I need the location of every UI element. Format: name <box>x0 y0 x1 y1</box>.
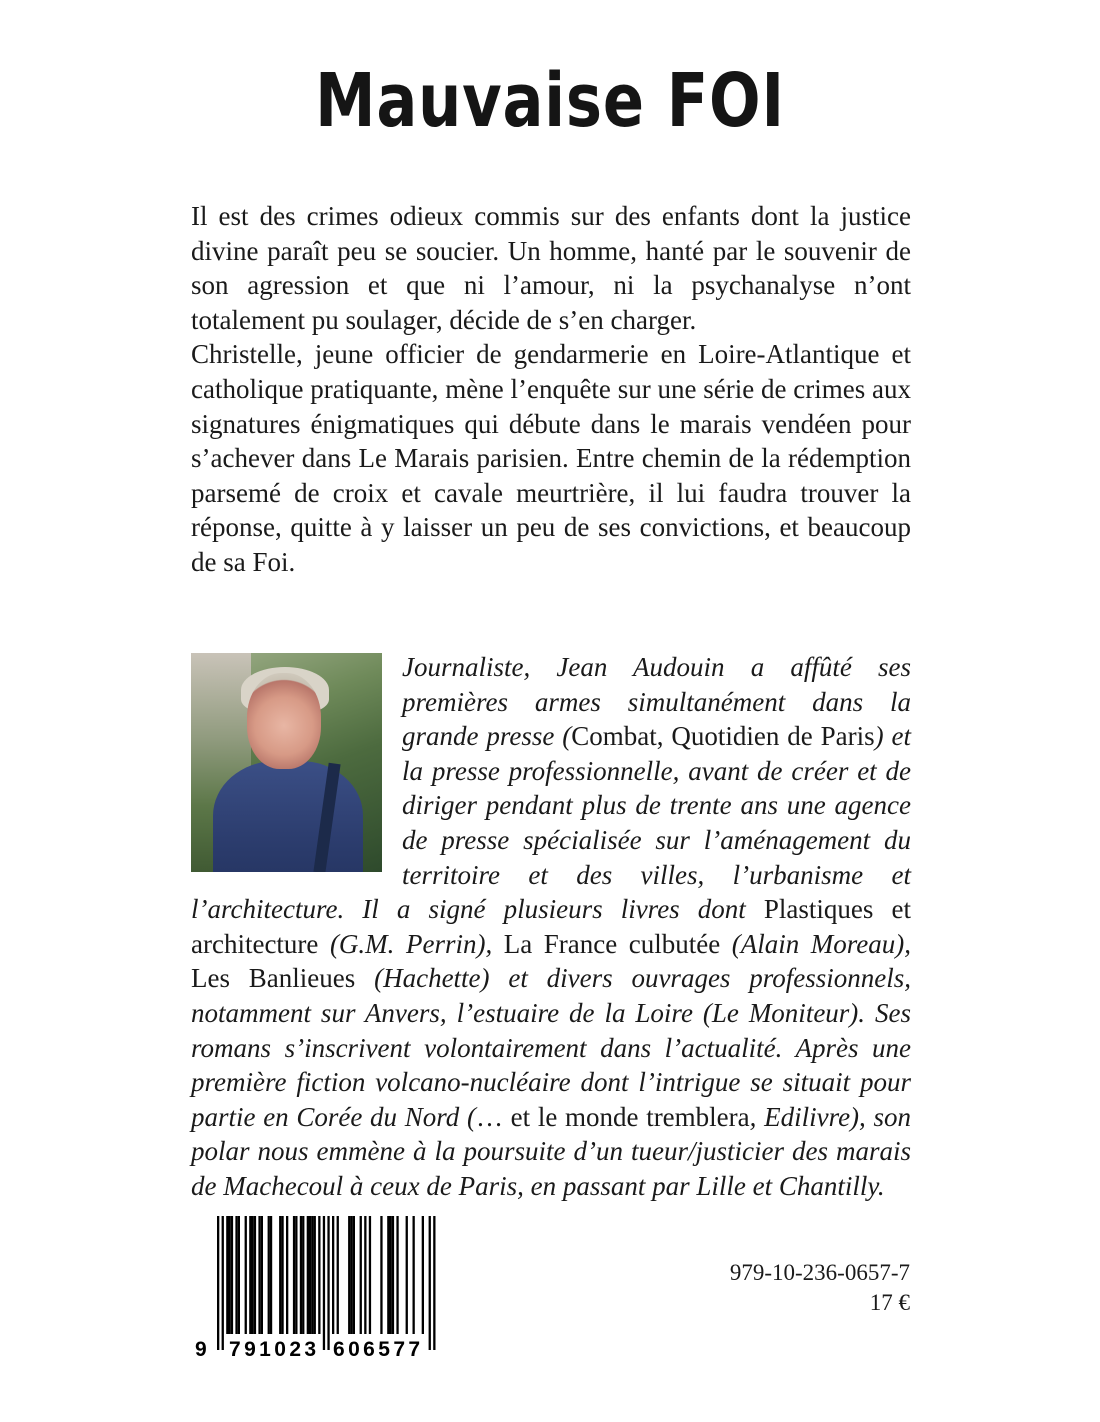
bio-text: (Hachette) et divers ouvrages professionnels, notamment sur Anvers, l’estuaire de la Loire (Le Moniteur). Ses romans s’inscrivent volontairement dans l’actualité. Après une première fiction volcano-nucléaire dont l’intrigue se situait pour partie en Corée du Nord ( <box>191 963 911 1132</box>
isbn-number: 979-10-236-0657-7 <box>729 1260 910 1285</box>
bio-text: (Alain Moreau), <box>720 928 912 959</box>
barcode-bar <box>413 1216 415 1334</box>
barcode-bar <box>258 1216 260 1334</box>
barcode-bar <box>238 1216 240 1334</box>
barcode-bar <box>252 1216 254 1334</box>
barcode-bar <box>295 1216 297 1334</box>
barcode-bar <box>387 1216 389 1334</box>
barcode-bar <box>337 1216 339 1334</box>
barcode-bar <box>309 1216 311 1334</box>
barcode-bar <box>300 1216 302 1334</box>
barcode-bar <box>226 1216 228 1334</box>
isbn-price-block <box>640 1258 910 1318</box>
barcode-left-group: 791023 <box>229 1338 320 1361</box>
barcode-bar <box>286 1216 288 1334</box>
barcode-bar <box>293 1216 295 1334</box>
barcode-bar <box>369 1216 371 1334</box>
bio-text: (G.M. Perrin), <box>318 928 504 959</box>
barcode-bar <box>392 1216 394 1334</box>
barcode-bar <box>270 1216 272 1334</box>
bio-text: Journaliste, Jean Audouin a affûté ses premières armes simultanément dans la grande presse ( <box>402 652 911 752</box>
synopsis <box>191 199 911 580</box>
barcode-bar <box>350 1216 352 1334</box>
barcode-right-group: 606577 <box>333 1338 424 1361</box>
barcode-bar <box>348 1216 350 1334</box>
barcode-bar <box>318 1216 320 1334</box>
barcode-bar <box>406 1216 408 1334</box>
barcode-bar <box>254 1216 256 1334</box>
author-section <box>191 650 911 1204</box>
barcode-bar <box>245 1216 247 1334</box>
barcode-bar <box>353 1216 355 1334</box>
barcode-bar <box>222 1216 224 1350</box>
barcode-bar <box>261 1216 263 1334</box>
barcode-bar <box>364 1216 366 1334</box>
bio-book-title: Plastiques et architecture <box>191 894 911 959</box>
barcode-bar <box>281 1216 283 1334</box>
barcode-bar <box>332 1216 334 1334</box>
barcode <box>193 1214 451 1361</box>
bio-text: , Edilivre), son polar nous emmène à la poursuite d’un tueur/justicier des marais de Machecoul à ceux de Paris, en passant par Lille et Chantilly. <box>191 1101 912 1201</box>
barcode-bar <box>229 1216 231 1334</box>
synopsis-paragraph-2: Christelle, jeune officier de gendarmerie en Loire-Atlantique et catholique pratiquante, mène l’enquête sur une série de crimes aux signatures énigmatiques qui débute dans le marais vendéen pour s’achever dans Le Marais parisien. Entre chemin de la rédemption parsemé de croix et cavale meurtrière, il lui faudra trouver la réponse, quitte à y laisser un peu de ses convictions, et beaucoup de sa Foi. <box>191 339 911 577</box>
barcode-bar <box>307 1216 309 1334</box>
bio-text: ) et la presse professionnelle, avant de créer et de diriger pendant plus de trente ans une agence de presse spécialisée sur l’aménagement du territoire et des villes, l’urbanisme et l’architecture. Il a signé plusieurs livres dont <box>191 721 911 925</box>
barcode-bar <box>390 1216 392 1334</box>
barcode-bar <box>433 1216 435 1350</box>
barcode-bar <box>314 1216 316 1334</box>
book-title: Mauvaise FOI <box>315 58 785 144</box>
synopsis-paragraph-1: Il est des crimes odieux commis sur des enfants dont la justice divine paraît peu se soucier. Un homme, hanté par le souvenir de son agression et que ni l’amour, ni la psychanalyse n’ont totalement pu soulager, décide de s’en charger. <box>191 201 911 335</box>
barcode-bar <box>249 1216 251 1334</box>
barcode-bar <box>268 1216 270 1334</box>
bio-publication: Combat, Quotidien de Paris <box>571 721 875 752</box>
barcode-bar <box>360 1216 362 1334</box>
author-photo <box>191 653 382 872</box>
barcode-bar <box>422 1216 424 1334</box>
barcode-bar <box>429 1216 431 1350</box>
barcode-bar <box>396 1216 398 1334</box>
barcode-bar <box>231 1216 233 1334</box>
barcode-first-digit: 9 <box>195 1338 207 1361</box>
bio-book-title: La France culbutée <box>503 928 721 959</box>
barcode-bar <box>311 1216 313 1334</box>
barcode-bar <box>323 1216 325 1350</box>
barcode-bar <box>302 1216 304 1334</box>
bio-book-title: … et le monde tremblera <box>475 1101 750 1132</box>
barcode-bar <box>279 1216 281 1334</box>
bio-book-title: Les Banlieues <box>191 963 356 994</box>
barcode-bar <box>380 1216 382 1334</box>
barcode-bar <box>235 1216 237 1334</box>
barcode-bar <box>327 1216 329 1350</box>
barcode-bar <box>217 1216 219 1350</box>
price: 17 € <box>869 1290 910 1315</box>
